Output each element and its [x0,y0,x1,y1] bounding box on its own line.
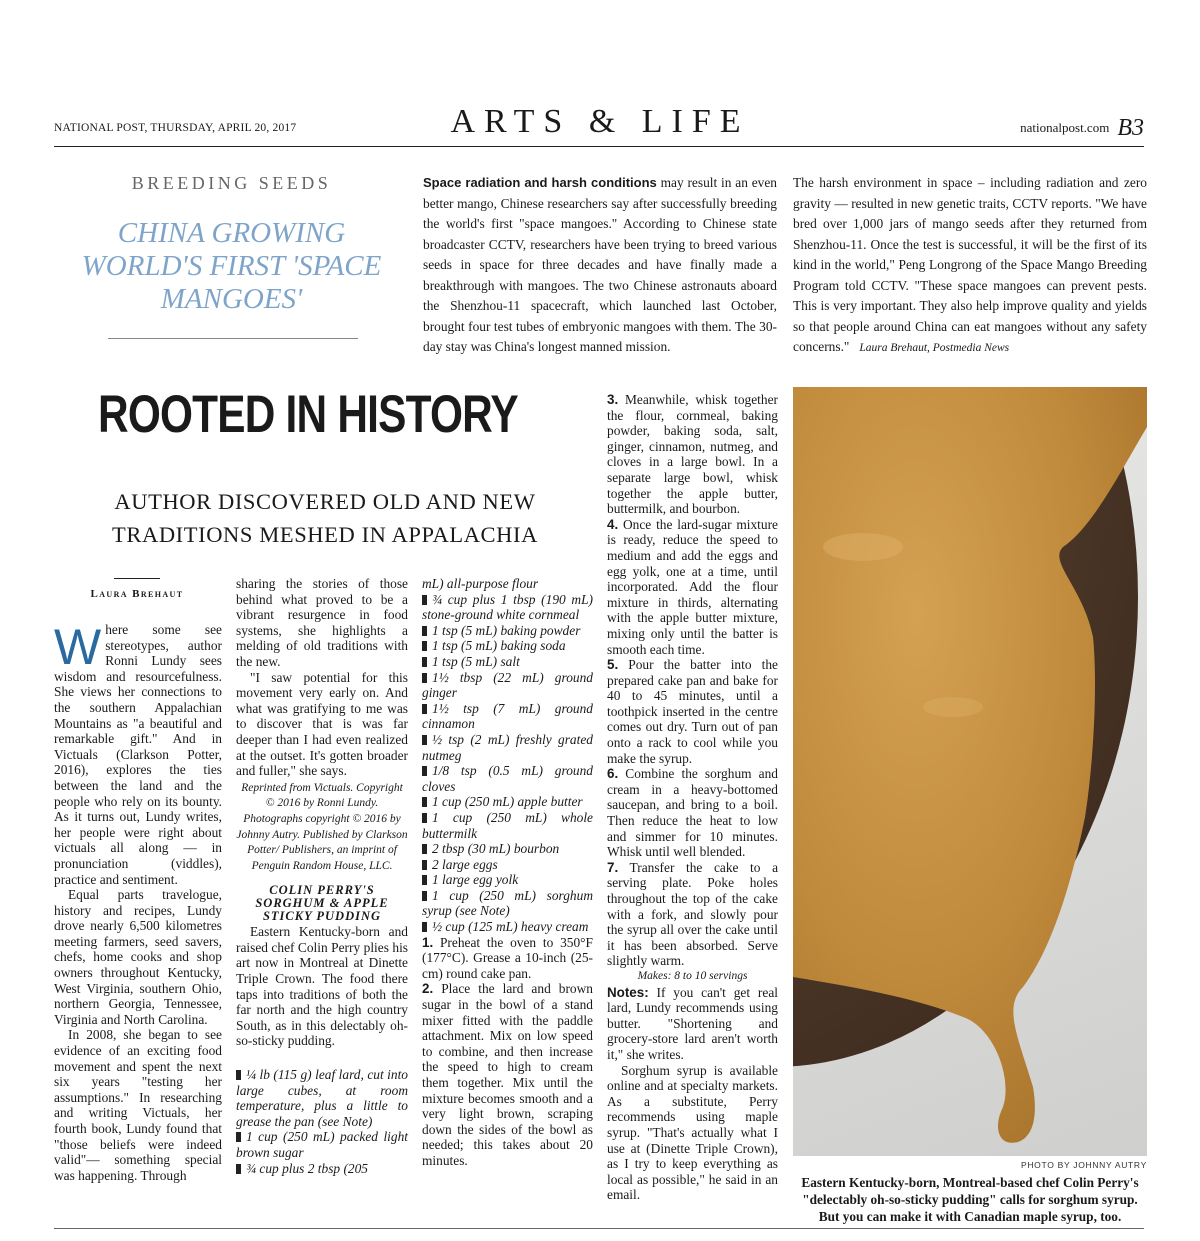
ingredient-item: 2 large eggs [422,857,593,873]
steps-list-2 [607,392,778,969]
steps-list-1 [422,935,593,1169]
ingredient-item: 1½ tbsp (22 mL) ground ginger [422,669,593,701]
recipe-step: 5. Pour the batter into the prepared cake pan and bake for 40 to 45 minutes, until a toothpick inserted in the centre comes out dry. Turn out of pan onto a rack to cool while you make the syrup. [607,657,778,766]
servings: Makes: 8 to 10 servings [637,969,748,982]
ingredient-item: 1 tsp (5 mL) salt [422,654,593,670]
recipe-step: 7. Transfer the cake to a serving plate. Poke holes throughout the top of the cake with a fork, and slowly pour the syrup all over the cake until it has been absorbed. Serve slightly warm. [607,859,779,969]
article-paragraph: "I saw potential for this movement very early on. And what was gratifying to me was to discover that is was far deeper than I had even realized at the outset. It's gotten broader and fuller," she says. [236,669,408,779]
brief-column-1 [423,173,777,358]
brief-column-2 [793,173,1147,359]
site-url: nationalpost.com [1020,120,1110,135]
reprint-credit: Reprinted from Victuals. Copyright © 2016 by Ronni Lundy. Photographs copyright © 2016 by Johnny Autry. Published by Clarkson Potter/ Publishers, an imprint of Penguin Random House, LLC. [236,781,408,872]
ingredient-list-2 [422,592,593,935]
ingredient-item: 1/8 tsp (0.5 mL) ground cloves [422,763,593,794]
bullet-icon [236,1164,241,1174]
photo-caption: Eastern Kentucky-born, Montreal-based chef Colin Perry's "delectably oh-so-sticky pudding" calls for sorghum syrup. But you can make it with Canadian maple syrup, too. [801,1175,1139,1224]
bullet-icon [422,657,427,667]
bullet-icon [422,797,427,807]
article-paragraph: sharing the stories of those behind what proved to be a vibrant resurgence in food systems, she highlights a melding of old traditions with the new. [236,576,408,669]
article-column-3 [422,576,593,1169]
pudding-photo [793,387,1147,1156]
byline-rule [114,578,160,579]
brief-credit: Laura Brehaut, Postmedia News [859,342,1010,354]
ingredient-item: 1½ tsp (7 mL) ground cinnamon [422,700,593,732]
bullet-icon [422,595,427,605]
brief-lead: Space radiation and harsh conditions [423,175,657,190]
ingredient-item: ½ cup (125 mL) heavy cream [422,919,593,935]
bullet-icon [422,626,427,636]
brief-body-1: may result in an even better mango, Chinese researchers say after successfully breeding the world's first "space mangoes." According to Chinese state broadcaster CCTV, researchers have been trying to breed various seeds in space for three decades and have finally made a breakthrough with mangoes. The two Chinese astronauts aboard the Shenzhou-11 spacecraft, which launched last October, brought four test tubes of embryonic mangoes with them. The 30-day stay was China's longest manned mission. [423,175,778,354]
ingredient-item: ¼ lb (115 g) leaf lard, cut into large cubes, at room temperature, plus a little to grease the pan (see Note) [236,1067,408,1129]
article-column-2 [236,576,408,1176]
page-number: B3 [1117,115,1144,141]
recipe-step: 4. Once the lard-sugar mixture is ready, reduce the speed to medium and add the eggs and egg yolk, one at a time, until incorporated. Add the flour mixture in thirds, alternating with the apple butter mixture, mixing only until the batter is smooth each time. [607,516,778,657]
bullet-icon [422,844,427,854]
ingredient-item: 1 cup (250 mL) packed light brown sugar [236,1129,408,1160]
drop-cap: W [54,619,102,675]
brief-kicker: BREEDING SEEDS [131,173,332,193]
recipe-intro: Eastern Kentucky-born and raised chef Colin Perry plies his art now in Montreal at Dinette Triple Crown. The food there taps into traditions of both the far north and the high country South, as in this delectably oh-so-sticky pudding. [236,924,408,1049]
bullet-icon [422,641,427,651]
sticky-pudding-illustration [793,387,1147,1156]
article-paragraph: Equal parts travelogue, history and recipes, Lundy drove nearly 6,500 kilometres meeting farmers, seed savers, chefs, home cooks and shop owners throughout Kentucky, West Virginia, southern Ohio, northern Georgia, Tennessee, Virginia and North Carolina. [54,887,222,1027]
bullet-icon [422,704,427,714]
article-column-1 [54,619,222,1183]
bullet-icon [422,735,427,745]
ingredient-item: 1 cup (250 mL) sorghum syrup (see Note) [422,887,593,919]
ingredient-item: 2 tbsp (30 mL) bourbon [422,841,593,857]
paper-date: NATIONAL POST, THURSDAY, APRIL 20, 2017 [54,122,297,134]
bullet-icon [422,891,427,901]
bullet-icon [422,813,427,823]
article-paragraph: Where some see stereotypes, author Ronni Lundy sees wisdom and resourcefulness. She views her connections to the southern Appalachian Mountains as "a beautiful and remarkable gift." And in Victuals (Clarkson Potter, 2016), explores the ties between the land and the people who rely on its bounty. As it turns out, Lundy writes, her people were right about victuals all along — in pronunciation (viddles), practice and sentiment. [54,619,222,887]
byline: Laura Brehaut [90,588,184,600]
brief-divider [108,338,358,339]
recipe-step: 1. Preheat the oven to 350°F (177°C). Grease a 10-inch (25-cm) round cake pan. [422,934,593,981]
bullet-icon [236,1132,241,1142]
brief-body-2: The harsh environment in space – including radiation and zero gravity — resulted in new genetic traits, CCTV reports. "We have bred over 1,000 jars of mango seeds after they returned from Shenzhou-11. Once the test is successful, it will be the first of its kind in the world," Peng Longrong of the Space Mango Breeding Program told CCTV. "These space mangoes can prevent pests. This is very important. They also help improve quality and yields so that people around China can eat mangoes without any safety concerns." [793,175,1147,354]
article-column-4 [607,392,778,1203]
bullet-icon [422,875,427,885]
main-headline: ROOTED IN HISTORY [98,385,518,444]
bullet-icon [422,922,427,932]
bullet-icon [422,860,427,870]
recipe-step: 3. Meanwhile, whisk together the flour, cornmeal, baking powder, baking soda, salt, ginger, cinnamon, nutmeg, and cloves in a large bowl. In a separate large bowl, whisk together the apple butter, buttermilk, and bourbon. [607,392,778,517]
article-paragraph: In 2008, she began to see evidence of an exciting food movement and spent the next six years "testing her assumptions." In researching and writing Victuals, her fourth book, Lundy found that "those beliefs were indeed valid"— something special was happening. Through [54,1027,222,1183]
ingredient-item: 1 cup (250 mL) whole buttermilk [422,809,593,841]
footer-rule [54,1228,1144,1229]
page-info [1020,115,1144,142]
brief-headline: CHINA GROWING WORLD'S FIRST 'SPACE MANGOES' [81,217,382,315]
bullet-icon [236,1070,241,1080]
ingredient-item: ¾ cup plus 2 tbsp (205 [236,1161,408,1177]
ingredient-item: ½ tsp (2 mL) freshly grated nutmeg [422,731,593,763]
photo-credit: PHOTO BY JOHNNY AUTRY [1020,1160,1147,1170]
recipe-step: 6. Combine the sorghum and cream in a heavy-bottomed saucepan, and bring to a boil. Then reduce the heat to low and simmer for 10 minutes. Whisk until well blended. [607,766,778,860]
ingredient-list-1 [236,1067,408,1176]
recipe-step: 2. Place the lard and brown sugar in the bowl of a stand mixer fitted with the paddle attachment. Mix on low speed to combine, and then increase the speed to high to cream them together. Mix until the mixture becomes smooth and a very light brown, scraping down the sides of the bowl as needed; this takes about 20 minutes. [422,981,593,1168]
ingredient-item: 1 large egg yolk [422,872,593,888]
ingredient-item: 1 tsp (5 mL) baking soda [422,638,593,654]
ingredient-item: 1 cup (250 mL) apple butter [422,794,593,810]
ingredient-continuation: mL) all-purpose flour [422,576,539,591]
article-deck: AUTHOR DISCOVERED OLD AND NEW TRADITIONS MESHED IN APPALACHIA [112,489,538,547]
ingredient-item: 1 tsp (5 mL) baking powder [422,623,593,639]
section-title: ARTS & LIFE [450,103,750,140]
notes-continued: Sorghum syrup is available online and at specialty markets. As a substitute, Perry recommends using maple syrup. "That's actually what I use at (Dinette Triple Crown), as I try to keep everything as local as possible," he said in an email. [607,1062,778,1203]
header-rule [54,146,1144,147]
notes-label: Notes: [607,984,649,1000]
bullet-icon [422,673,427,683]
bullet-icon [422,766,427,776]
notes: Notes: If you can't get real lard, Lundy recommends using butter. "Shortening and grocery-store lard aren't worth it," she writes. [607,984,778,1062]
recipe-title: COLIN PERRY'S SORGHUM & APPLE STICKY PUDDING [255,883,389,924]
ingredient-item: ¾ cup plus 1 tbsp (190 mL) stone-ground white cornmeal [422,591,593,623]
